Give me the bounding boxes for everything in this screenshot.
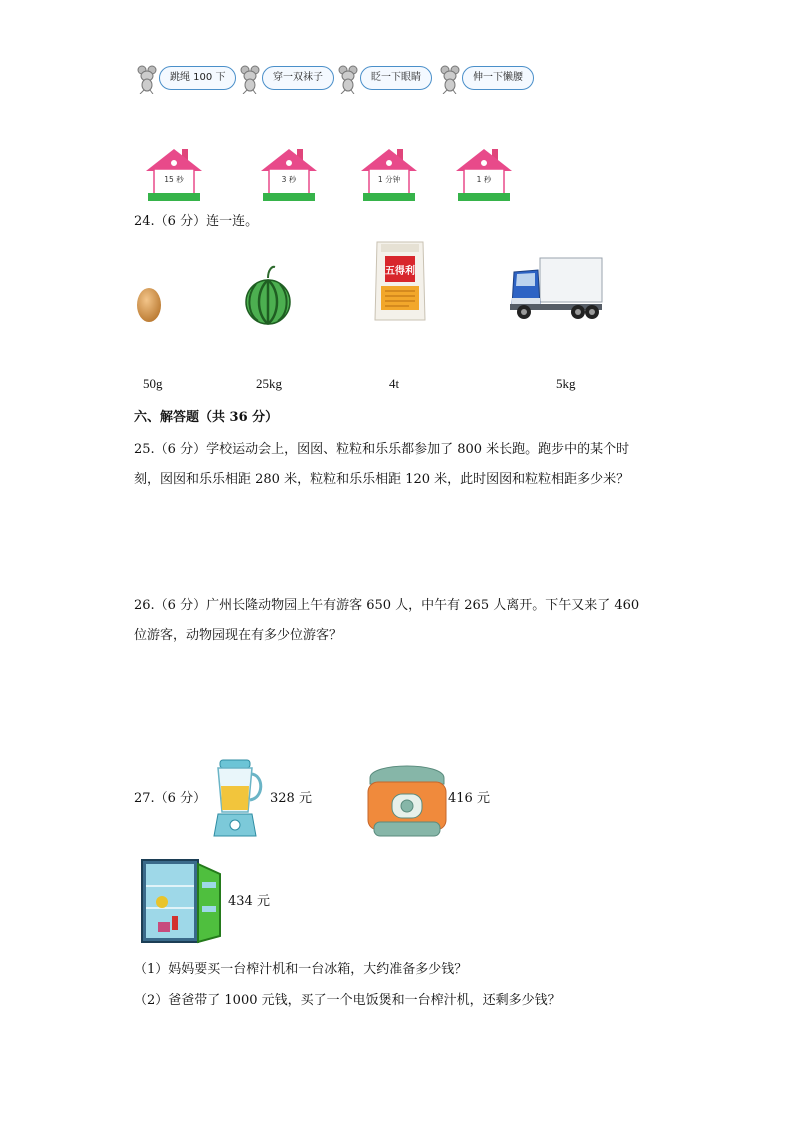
- mouse-icon: [438, 64, 464, 94]
- q27-sub-1: （1）妈妈要买一台榨汁机和一台冰箱，大约准备多少钱？: [134, 962, 468, 977]
- mouse-icon: [135, 64, 161, 94]
- juicer-price: 328 元: [270, 791, 312, 806]
- q24-title: 24.（6 分）连一连。: [134, 214, 259, 229]
- house-3: [359, 145, 419, 203]
- weight-label-1: 50g: [143, 376, 163, 391]
- mouse-icon: [238, 64, 264, 94]
- activity-label: 穿一双袜子: [262, 66, 334, 90]
- q27-title: 27.（6 分）: [134, 791, 207, 806]
- truck-icon: [508, 256, 604, 322]
- q25-line-2: 刻，囡囡和乐乐相距 280 米，粒粒和乐乐相距 120 米，此时囡囡和粒粒相距多少米？: [134, 472, 630, 487]
- activity-label: 伸一下懒腰: [462, 66, 534, 90]
- house-4: [454, 145, 514, 203]
- weight-label-2: 25kg: [256, 376, 282, 391]
- house-label: 3 秒: [281, 175, 297, 184]
- q26-line-1: 26.（6 分）广州长隆动物园上午有游客 650 人，中午有 265 人离开。下午又来了 460: [134, 598, 640, 613]
- mouse-icon: [336, 64, 362, 94]
- q27-sub-2: （2）爸爸带了 1000 元钱，买了一个电饭煲和一台榨汁机，还剩多少钱？: [134, 993, 561, 1008]
- rice-cooker-price: 416 元: [448, 791, 490, 806]
- weight-label-4: 5kg: [556, 376, 576, 391]
- weight-label-3: 4t: [389, 376, 400, 391]
- rice-bag-brand: 五得利: [385, 266, 415, 277]
- q26-line-2: 位游客，动物园现在有多少位游客？: [134, 628, 343, 643]
- fridge-icon: [138, 856, 226, 948]
- house-2: [259, 145, 319, 203]
- fridge-price: 434 元: [228, 894, 270, 909]
- egg-icon: [135, 285, 163, 325]
- activity-label: 眨一下眼睛: [360, 66, 432, 90]
- house-label: 1 分钟: [377, 175, 401, 184]
- rice-bag-icon: [373, 236, 427, 326]
- rice-cooker-icon: [366, 758, 448, 838]
- house-label: 15 秒: [164, 175, 184, 184]
- juicer-icon: [210, 756, 266, 840]
- watermelon-icon: [244, 264, 292, 326]
- q25-line-1: 25.（6 分）学校运动会上，囡囡、粒粒和乐乐都参加了 800 米长跑。跑步中的某个时: [134, 442, 630, 457]
- house-1: [144, 145, 204, 203]
- activity-label: 跳绳 100 下: [159, 66, 236, 90]
- section-title: 六、解答题（共 36 分）: [134, 410, 279, 425]
- house-label: 1 秒: [476, 175, 492, 184]
